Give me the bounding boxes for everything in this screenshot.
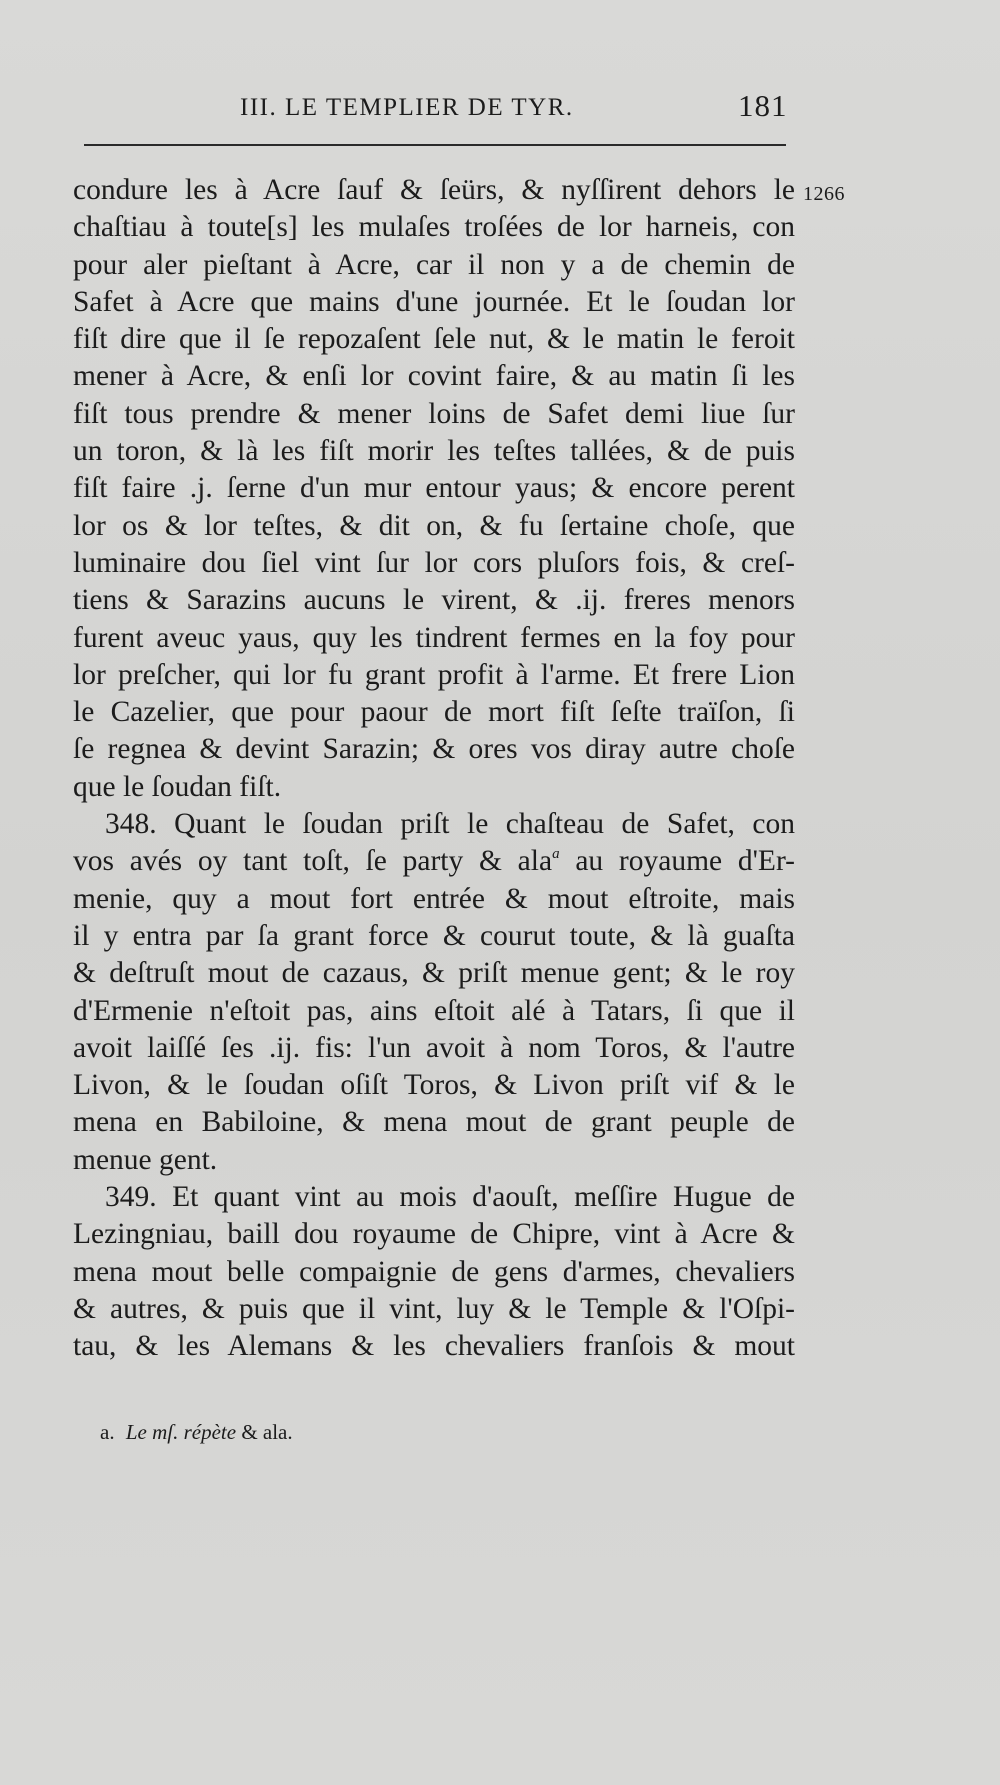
paragraph-349-first-line [73,1179,795,1216]
text-line: ſe regnea & devint Sarazin; & ores vos diray autre choſe [73,733,795,766]
page-number: 181 [738,88,788,123]
text-line: Lezingniau, baill dou royaume de Chipre, vint à Acre & [73,1218,795,1251]
text-line: luminaire dou ſiel vint ſur lor cors pluſors fois, & creſ- [73,546,795,579]
text-line: lor preſcher, qui lor fu grant profit à l'arme. Et frere Lion [73,658,795,691]
paragraph-text: vos avés oy tant toſt, ſe party & ala [73,845,553,878]
text-line: pour aler pieſtant à Acre, car il non y a de chemin de [73,248,795,281]
text-line: mener à Acre, & enſi lor covint faire, & au matin ſi les [73,360,795,393]
text-line: fiſt faire .j. ſerne d'un mur entour yaus; & encore perent [73,472,795,505]
text-line: Safet à Acre que mains d'une journée. Et le ſoudan lor [73,285,795,318]
footnote-text: & ala. [241,1420,293,1444]
text-line: menie, quy a mout fort entrée & mout eſtroite, mais [73,882,795,915]
text-line [73,843,795,880]
text-line: condure les à Acre ſauf & ſeürs, & nyſſirent dehors le [73,174,795,206]
text-line: & deſtruſt mout de cazaus, & priſt menue gent; & le roy [73,957,795,990]
text-line: fiſt tous prendre & mener loins de Safet demi liue ſur [73,397,795,430]
running-head: III. LE TEMPLIER DE TYR. [240,94,574,121]
text-line: menue gent. [73,1143,218,1176]
text-line: que le ſoudan fiſt. [73,770,282,803]
paragraph-348-first-line [73,806,795,843]
text-line: il y entra par ſa grant force & courut toute, & là guaſta [73,919,795,952]
text-line: mena mout belle compaignie de gens d'armes, chevaliers [73,1255,795,1288]
text-line: un toron, & là les fiſt morir les teſtes tallées, & de puis [73,435,795,468]
text-line: fiſt dire que il ſe repozaſent ſele nut, & le matin le feroit [73,323,795,356]
paragraph-number: 348. [105,808,157,841]
paragraph-number: 349. [105,1181,157,1214]
paragraph-text: au royaume d'Er- [575,845,795,878]
text-line: chaſtiau à toute[s] les mulaſes troſées de lor harneis, con [73,211,795,244]
paragraph-text: Quant le ſoudan priſt le chaſteau de Safet, con [174,808,795,841]
text-line: le Cazelier, que pour paour de mort fiſt ſeſte traïſon, ſi [73,696,795,729]
text-line: mena en Babiloine, & mena mout de grant peuple de [73,1106,795,1139]
text-line: lor os & lor teſtes, & dit on, & fu ſertaine choſe, que [73,509,795,542]
text-line: tau, & les Alemans & les chevaliers franſois & mout [73,1330,795,1363]
footnote-mark[interactable]: a [552,846,560,863]
text-line: Livon, & le ſoudan oſiſt Toros, & Livon priſt vif & le [73,1069,795,1102]
paragraph-text: Et quant vint au mois d'aouſt, meſſire Hugue de [172,1181,795,1214]
body-text [73,172,795,1366]
footnote-label: a. [100,1420,115,1444]
margin-year-note: 1266 [803,183,845,205]
text-line: & autres, & puis que il vint, luy & le Temple & l'Oſpi- [73,1292,795,1325]
text-line: d'Ermenie n'eſtoit pas, ains eſtoit alé à Tatars, ſi que il [73,994,795,1027]
text-line: tiens & Sarazins aucuns le virent, & .ij. freres menors [73,584,795,617]
text-line: furent aveuc yaus, quy les tindrent fermes en la foy pour [73,621,795,654]
header-rule [84,144,786,146]
footnote-italic-text: Le mſ. répète [125,1420,237,1444]
footnote [100,1420,293,1445]
text-line: avoit laiſſé ſes .ij. fis: l'un avoit à nom Toros, & l'autre [73,1031,795,1064]
